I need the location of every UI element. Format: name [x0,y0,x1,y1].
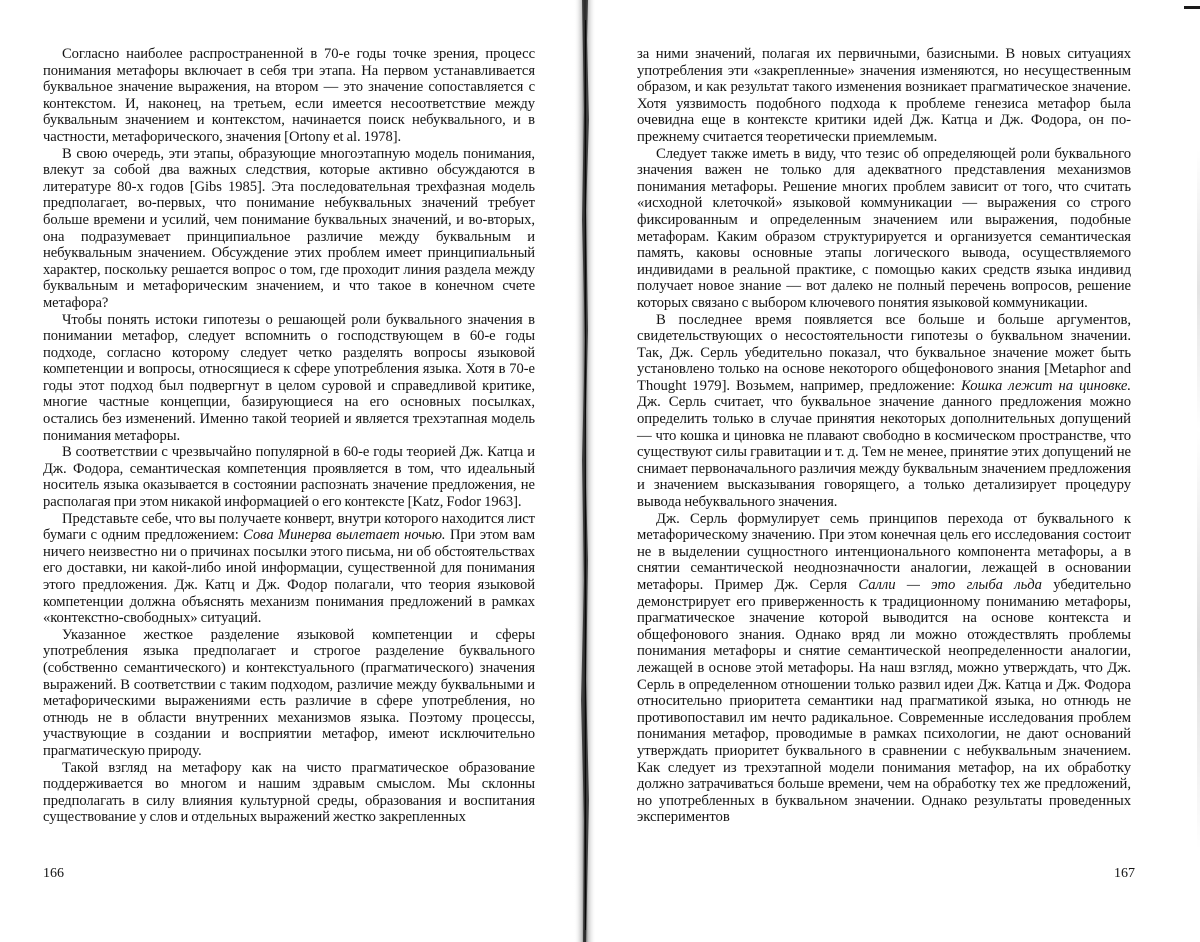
paragraph: Такой взгляд на метафору как на чисто прагматическое образование поддерживается во многом и нашим здравым смыслом. Мы склонны предполагать в силу влияния культурной среды, образования и воспитания существование у слов и отдельных выражений жестко закрепленных [43,759,535,826]
gutter-shadow-icon [574,0,596,942]
example-sentence: Сова Минерва вылетает ночью. [243,527,446,544]
paragraph [43,511,535,627]
paragraph: В соответствии с чрезвычайно популярной в 60-е годы теорией Дж. Катца и Дж. Фодора, семантическая компетенция проявляется в том, что идеальный носитель языка оказывается в состоянии распознать значение предложения, не располагая при этом никакой информацией о его контексте [Katz, Fodor 1963]. [43,444,535,511]
paragraph [637,511,1131,826]
paragraph [637,312,1131,511]
paragraph: за ними значений, полагая их первичными, базисными. В новых ситуациях употребления эти «закрепленные» значения изменяются, но несущественным образом, и как результат такого изменения возникает прагматическое значение. Хотя уязвимость подобного подхода к проблеме генезиса метафор была очевидна еще в контексте критики идей Дж. Катца и Дж. Фодора, он по-прежнему считается теоретически приемлемым. [637,46,1131,145]
example-sentence: Салли — это глыба льда [858,577,1042,593]
right-page [637,46,1131,826]
book-gutter [574,0,596,942]
paragraph: Согласно наиболее распространенной в 70-е годы точке зрения, процесс понимания метафоры включает в себя три этапа. На первом устанавливается буквальное значение выражения, на втором — это значение сопоставляется с контекстом. И, наконец, на третьем, если имеется несоответствие между буквальным значением и контекстом, начинается поиск небуквального, и в частности, метафорического, значения [Ortony et al. 1978]. [43,46,535,145]
paragraph-text: Дж. Серль считает, что буквальное значение данного предложения можно определить только в случае принятия некоторых дополнительных допущений — что кошка и циновка не плавают свободно в космическом пространстве, что существуют силы гравитации и т. д. Тем не менее, принятие этих допущений не снимает первоначального различия между буквальным значением предложения и значением высказывания говорящего, а только детализирует процедуру вывода небуквального значения. [637,394,1131,511]
paragraph-text: Представьте себе, что вы получаете конверт, внутри которого находится лист бумаги с одним предложением: [43,510,535,544]
paragraph-text: В последнее время появляется все больше и больше аргументов, свидетельствующих о несостоятельности гипотезы о буквальном значении. Так, Дж. Серль убедительно показал, что буквальное значение может быть установлено только на основе некоторого общефонового знания [Metaphor and Thought 1979]. Возьмем, например, предложение: [637,311,1131,394]
paragraph: Чтобы понять истоки гипотезы о решающей роли буквального значения в понимании метафор, следует вспомнить о господствующем в 60-е годы подходе, согласно которому следует четко разделять вопросы языковой компетенции и вопросы, относящиеся к сфере употребления языка. Хотя в 70-е годы этот подход был подвергнут в целом суровой и справедливой критике, многие частные концепции, базирующиеся на его основных посылках, остались без изменений. Именно такой теорией и является трехэтапная модель понимания метафоры. [43,311,535,444]
paragraph-text: убедительно демонстрирует его приверженность к традиционному пониманию метафоры, прагматическое значение которой выводится на основе контекста и общефонового знания. Однако вряд ли можно отождествлять проблемы понимания метафоры и снятие семантической неопределенности аналогии, лежащей в основе этой метафоры. На наш взгляд, можно утверждать, что Дж. Серль в определенном отношении только развил идеи Дж. Катца и Дж. Фодора относительно приоритета семантики над прагматикой языка, но отнюдь не противопоставил им нечто радикальное. Современные исследования проблем понимания метафор, проводимые в рамках психологии, не дают оснований утверждать приоритет буквального в сравнении с небуквальным значением. Как следует из трехэтапной модели понимания метафор, на их обработку должно затрачиваться больше времени, чем на обработку тех же предложений, но употребленных в буквальном значении. Однако результаты проведенных экспериментов [637,577,1131,826]
page-number-right: 167 [1114,866,1135,881]
paragraph: Следует также иметь в виду, что тезис об определяющей роли буквального значения важен не только для адекватного представления механизмов понимания метафоры. Решение многих проблем зависит от того, что считать «исходной клеточкой» языковой коммуникации — выражения со строго фиксированным и определенным значением или выражения, подобные метафорам. Каким образом структурируется и организуется семантическая память, каковы основные этапы логического вывода, осуществляемого индивидами в реальной практике, с помощью каких средств языка индивид получает новое знание — вот далеко не полный перечень вопросов, решение которых связано с выбором ключевого понятия языковой коммуникации. [637,145,1131,311]
paragraph: В свою очередь, эти этапы, образующие многоэтапную модель понимания, влекут за собой два важных следствия, которые активно обсуждаются в литературе 80-х годов [Gibs 1985]. Эта последовательная трехфазная модель предполагает, во-первых, что понимание небуквальных значений требует больше времени и усилий, чем понимание буквальных значений, и во-вторых, она подразумевает принципиальное различие между буквальным и небуквальным значением. Обсуждение этих проблем имеет принципиальный характер, поскольку решается вопрос о том, где проходит линия раздела между буквальным и метафорическим значением, и что такое в конечном счете метафора? [43,145,535,311]
paragraph: Указанное жесткое разделение языковой компетенции и сферы употребления языка предполагает и строгое разделение буквального (собственно семантического) и контекстуального (прагматического) значения выражений. В соответствии с таким подходом, различие между буквальными и метафорическими выражениями есть различие в сфере употребления, но отнюдь не в области внутренних механизмов языка. Поэтому процессы, участвующие в создании и восприятии метафор, имеют исключительно прагматическую природу. [43,626,535,759]
left-page [43,46,535,826]
scan-edge-mark [1184,6,1200,9]
paragraph-text: При этом вам ничего неизвестно ни о причинах посылки этого письма, ни об обстоятельствах его доставки, ни какой-либо иной информации, существенной для понимания этого предложения. Дж. Катц и Дж. Фодор полагали, что теория языковой компетенции должна объяснять механизм понимания предложений в рамках «контекстно-свободных» ситуаций. [43,527,536,627]
page-number-left: 166 [43,866,64,881]
paragraph-text: Дж. Серль формулирует семь принципов перехода от буквального к метафорическому значению. При этом конечная цель его исследования состоит не в выделении сущностного интенционального компонента метафоры, а в снятии семантической неоднозначности аналогии, лежащей в основании метафоры. Пример Дж. Серля [637,510,1131,593]
example-sentence: Кошка лежит на циновке. [961,377,1131,394]
